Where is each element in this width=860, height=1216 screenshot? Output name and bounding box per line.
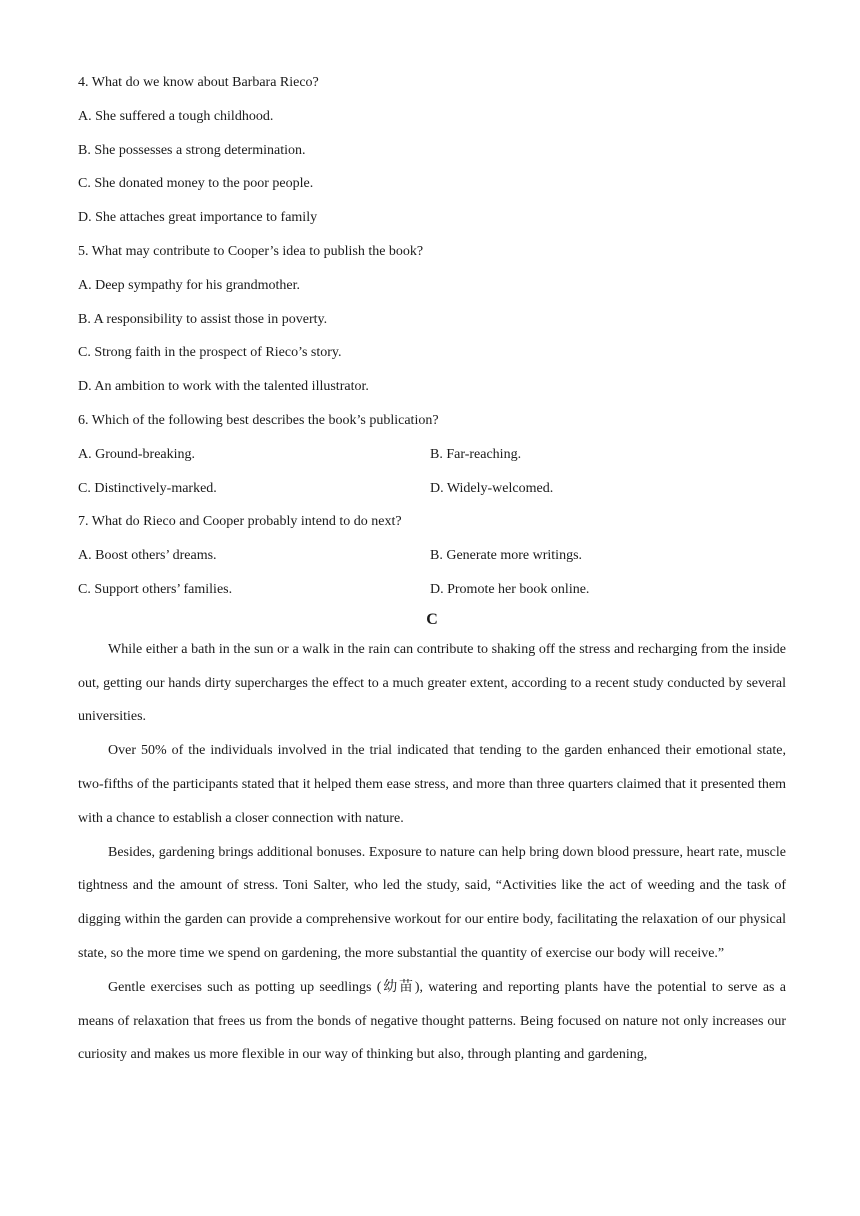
exam-page — [78, 74, 786, 1072]
passage-paragraph: Gentle exercises such as potting up seedlings (幼苗), watering and reporting plants have the potential to serve as a means of relaxation that frees us from the bonds of negative thought patterns. Being focused on nature not only increases our curiosity and makes us more flexible in our way of thinking but also, through planting and gardening, — [78, 979, 786, 1063]
option-a: A. Deep sympathy for his grandmother. — [78, 277, 301, 293]
option-c: C. Strong faith in the prospect of Rieco’s story. — [78, 345, 342, 361]
option-d: D. An ambition to work with the talented illustrator. — [78, 379, 369, 395]
option-b: B. She possesses a strong determination. — [78, 142, 306, 158]
question-6 — [78, 412, 786, 513]
section-heading: C — [426, 610, 438, 628]
question-5 — [78, 243, 786, 412]
passage-paragraph: While either a bath in the sun or a walk in the rain can contribute to shaking off the stress and recharging from the inside out, getting our hands dirty supercharges the effect to a much greater extent, according to a recent study conducted by several universities. — [78, 641, 786, 725]
option-row — [78, 480, 786, 514]
option-d: D. Widely-welcomed. — [430, 480, 554, 496]
option-row — [78, 446, 786, 480]
option-row — [78, 581, 786, 615]
option-a: A. She suffered a tough childhood. — [78, 108, 274, 124]
option-c: C. Support others’ families. — [78, 581, 233, 597]
option-c: C. She donated money to the poor people. — [78, 176, 314, 192]
option-d: D. Promote her book online. — [430, 581, 590, 597]
passage-paragraph: Over 50% of the individuals involved in the trial indicated that tending to the garden enhanced their emotional state, two-fifths of the participants stated that it helped them ease stress, and more than three quarters claimed that it presented them with a chance to establish a closer connection with nature. — [78, 743, 786, 826]
passage-paragraph: Besides, gardening brings additional bonuses. Exposure to nature can help bring down blood pressure, heart rate, muscle tightness and the amount of stress. Toni Salter, who led the study, said, “Activities like the act of weeding and the task of digging within the garden can provide a comprehensive workout for our entire body, facilitating the relaxation of our physical state, so the more time we spend on gardening, the more substantial the quantity of exercise our body will receive.” — [78, 844, 786, 961]
question-stem: 4. What do we know about Barbara Rieco? — [78, 75, 319, 90]
question-stem: 6. Which of the following best describes the book’s publication? — [78, 412, 439, 428]
option-b: B. A responsibility to assist those in poverty. — [78, 311, 328, 327]
question-7 — [78, 513, 786, 614]
question-4 — [78, 74, 786, 243]
option-a: A. Ground-breaking. — [78, 446, 196, 462]
passage — [78, 633, 786, 1072]
question-stem: 7. What do Rieco and Cooper probably intend to do next? — [78, 514, 402, 530]
option-c: C. Distinctively-marked. — [78, 480, 217, 496]
question-stem: 5. What may contribute to Cooper’s idea to publish the book? — [78, 243, 424, 259]
option-b: B. Generate more writings. — [430, 548, 583, 564]
option-a: A. Boost others’ dreams. — [78, 548, 217, 564]
option-b: B. Far-reaching. — [430, 446, 522, 462]
option-row — [78, 547, 786, 581]
option-d: D. She attaches great importance to family — [78, 210, 318, 226]
